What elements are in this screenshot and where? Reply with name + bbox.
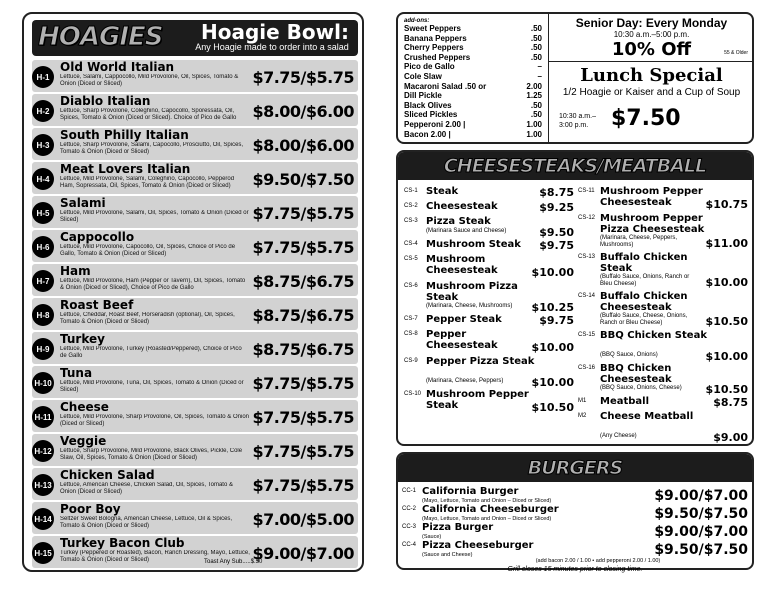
extra-price: 2.00: [526, 81, 542, 91]
hoagie-desc: Lettuce, Sharp Provolone, Salami, Capocollo, Prosciutto, Oil, Spices, Tomato & Onion (Diced or Sliced): [60, 142, 244, 155]
hoagie-desc: Lettuce, Mild Provolone, Capocollo, Oil, Spices, Choice of Pico de Gallo, Tomato & Onion (Diced or Sliced): [60, 244, 236, 257]
cheesesteak-price: $10.25: [531, 301, 574, 314]
cheesesteak-code: CS-16: [578, 365, 596, 371]
extra-name: Crushed Peppers: [404, 52, 471, 62]
cheesesteak-name: Meatball: [600, 396, 650, 407]
cheesesteak-name: Mushroom Cheesesteak: [426, 254, 498, 276]
hoagies-panel: [22, 12, 364, 572]
cheesesteak-item: [578, 252, 748, 288]
burger-name: Pizza Burger: [422, 522, 494, 533]
cheesesteak-name: BBQ Chicken Cheesesteak: [600, 363, 672, 385]
hoagie-item: [32, 298, 358, 330]
burger-price: $9.00/$7.00: [654, 524, 748, 540]
extra-name: Banana Peppers: [404, 33, 467, 43]
hoagie-item: [32, 162, 358, 194]
extra-name: Bacon 2.00 |: [404, 129, 451, 139]
hoagie-name: Cappocollo: [60, 230, 135, 244]
cheesesteak-code: CS-10: [404, 391, 422, 397]
cheesesteak-name: Cheesesteak: [426, 201, 498, 212]
hoagie-number: H-11: [32, 406, 54, 428]
cheesesteak-item: [404, 201, 574, 213]
cheesesteak-price: $8.75: [713, 396, 748, 409]
cheesesteak-item: [578, 411, 748, 444]
hoagie-price: $7.75/$5.75: [252, 374, 354, 393]
extra-name: Pico de Gallo: [404, 62, 455, 72]
cheesesteak-name: Buffalo Chicken Cheesesteak: [600, 291, 688, 313]
hoagies-logo: HOAGIES: [38, 22, 163, 52]
cheesesteak-item: [404, 314, 574, 326]
hoagie-item: [32, 536, 358, 568]
extra-item: [404, 72, 542, 82]
burger-desc: (Mayo, Lettuce, Tomato and Onion – Diced or Sliced): [422, 516, 552, 522]
burgers-banner-text: BURGERS: [527, 457, 623, 479]
burger-code: CC-3: [402, 524, 417, 530]
senior-hours: 10:30 a.m.–5:00 p.m.: [613, 30, 690, 39]
cheesesteak-desc: (Marinara, Cheese, Peppers, Mushrooms): [600, 235, 678, 248]
hoagie-item: [32, 468, 358, 500]
hoagie-number: H-13: [32, 474, 54, 496]
cheesesteak-name: Pepper Cheesesteak: [426, 329, 498, 351]
cheesesteak-desc: (Marinara, Cheese, Peppers): [426, 378, 504, 384]
extra-item: [404, 24, 542, 34]
extra-price: .50: [530, 43, 542, 53]
burger-name: Pizza Cheeseburger: [422, 540, 534, 551]
cheesesteak-code: CS-14: [578, 293, 596, 299]
cheesesteak-name: Mushroom Pizza Steak: [426, 281, 518, 303]
cheesesteak-item: [404, 186, 574, 198]
cheesesteak-item: [404, 239, 574, 251]
hoagie-price: $9.50/$7.50: [252, 170, 354, 189]
cheesesteak-name: Mushroom Pepper Cheesesteak: [600, 186, 703, 208]
hoagie-price: $7.75/$5.75: [252, 238, 354, 257]
extra-price: .50: [530, 33, 542, 43]
burger-price: $9.50/$7.50: [654, 542, 748, 558]
extra-name: Pepperoni 2.00 |: [404, 119, 466, 129]
cheesesteak-code: CS-3: [404, 218, 418, 224]
hoagie-name: Roast Beef: [60, 298, 134, 312]
hoagie-number: H-6: [32, 236, 54, 258]
burgers-box: [396, 452, 754, 570]
hoagie-price: $9.00/$7.00: [252, 544, 354, 563]
hoagie-item: [32, 502, 358, 534]
extra-price: .50: [530, 52, 542, 62]
hoagie-desc: Lettuce, American Cheese, Chicken Salad, Oil, Spices, Tomato & Onion (Diced or Sliced): [60, 482, 233, 495]
hoagie-price: $8.00/$6.00: [252, 136, 354, 155]
cheesesteak-code: CS-4: [404, 241, 418, 247]
hoagie-name: Salami: [60, 196, 106, 210]
cheesesteak-item: [578, 396, 748, 408]
burger-add-note: (add bacon 2.00 / 1.00 • add pepperoni 2.00 / 1.00): [535, 558, 661, 564]
burger-code: CC-1: [402, 488, 417, 494]
hoagie-price: $8.75/$6.75: [252, 272, 354, 291]
cheesesteak-item: [404, 389, 574, 413]
extra-price: .50: [530, 100, 542, 110]
burger-desc: (Sauce and Cheese): [422, 552, 473, 558]
cheesesteak-price: $10.50: [705, 315, 748, 328]
hoagie-item: [32, 434, 358, 466]
cheesesteak-name: Pizza Steak: [426, 216, 491, 227]
hoagie-number: H-10: [32, 372, 54, 394]
lunch-hours-start: 10:30 a.m.–: [559, 113, 596, 120]
hoagie-number: H-15: [32, 542, 54, 564]
cheesesteak-desc: (BBQ Sauce, Onions, Cheese): [600, 385, 682, 391]
extra-price: 1.00: [526, 119, 542, 129]
cheesesteak-desc: (Buffalo Sauce, Cheese, Onions, Ranch or Bleu Cheese): [600, 313, 688, 326]
cheesesteak-code: CS-11: [578, 188, 595, 194]
hoagie-desc: Lettuce, Salami, Cappocollo, Mild Provolone, Oil, Spices, Tomato & Onion (Diced or Sliced): [60, 74, 239, 87]
hoagie-name: Turkey Bacon Club: [60, 536, 185, 550]
cheesesteak-price: $9.50: [539, 226, 574, 239]
hoagie-desc: Lettuce, Mild Provolone, Turkey (Roasted/Peppered), Choice of Pico de Gallo: [60, 346, 242, 359]
extra-item: [404, 53, 542, 63]
senior-discount: 10% Off: [611, 39, 692, 60]
hoagie-price: $7.75/$5.75: [252, 442, 354, 461]
extra-item: [404, 62, 542, 72]
hoagie-desc: Lettuce, Mild Provolone, Ham (Pepper or Tavern), Oil, Spices, Tomato & Onion (Diced or Sliced), Choice of Pico de Gallo: [60, 278, 246, 291]
burger-price: $9.00/$7.00: [654, 488, 748, 504]
cheesesteak-name: Cheese Meatball: [600, 411, 694, 422]
cheesesteak-price: $9.00: [713, 431, 748, 444]
hoagie-item: [32, 230, 358, 262]
cheesesteak-price: $9.75: [539, 239, 574, 252]
cheesesteak-code: CS-8: [404, 331, 418, 337]
extra-price: –: [537, 62, 542, 72]
hoagie-name: Ham: [60, 264, 91, 278]
cheesesteak-code: CS-5: [404, 256, 418, 262]
lunch-hours-end: 3:00 p.m.: [559, 122, 589, 129]
extra-item: [404, 130, 542, 140]
cheesesteak-name: Mushroom Steak: [426, 239, 521, 250]
lunch-hours: [559, 112, 596, 130]
extra-price: –: [537, 71, 542, 81]
hoagie-item: [32, 332, 358, 364]
hoagie-number: H-3: [32, 134, 54, 156]
cheesesteak-name: Pepper Pizza Steak: [426, 356, 535, 367]
cheesesteak-desc: (Marinara Sauce and Cheese): [426, 228, 507, 234]
hoagie-price: $7.75/$5.75: [252, 408, 354, 427]
cheesesteak-code: CS-1: [404, 188, 418, 194]
burger-name: California Burger: [422, 486, 519, 497]
extras-box: [396, 12, 754, 144]
hoagie-price: $8.75/$6.75: [252, 340, 354, 359]
cheesesteak-name: Steak: [426, 186, 459, 197]
cheesesteak-price: $10.50: [705, 383, 748, 396]
extra-name: Cole Slaw: [404, 71, 442, 81]
hoagie-desc: Lettuce, Mild Provolone, Sharp Provolone, Oil, Spices, Tomato & Onion (Diced or Sliced): [60, 414, 249, 427]
burger-desc: (Mayo, Lettuce, Tomato and Onion – Diced or Sliced): [422, 498, 552, 504]
cheesesteak-item: [578, 363, 748, 396]
hoagie-item: [32, 196, 358, 228]
hoagie-number: H-1: [32, 66, 54, 88]
hoagie-item: [32, 94, 358, 126]
cheesesteak-name: Pepper Steak: [426, 314, 502, 325]
hoagie-item: [32, 400, 358, 432]
burgers-banner: [398, 454, 752, 482]
cheesesteak-desc: (Any Cheese): [600, 433, 637, 439]
extra-name: Dill Pickle: [404, 91, 442, 101]
lunch-price: $7.50: [611, 106, 681, 131]
hoagie-number: H-2: [32, 100, 54, 122]
extra-item: [404, 120, 542, 130]
cheesesteak-name: Buffalo Chicken Steak: [600, 252, 688, 274]
hoagie-item: [32, 60, 358, 92]
hoagie-number: H-12: [32, 440, 54, 462]
cheesesteak-price: $10.75: [705, 198, 748, 211]
hoagies-header: [32, 20, 358, 56]
senior-day: [548, 14, 754, 62]
extra-name: Macaroni Salad .50 or: [404, 81, 487, 91]
extra-price: .50: [530, 24, 542, 33]
hoagie-desc: Seltzer Sweet Bologna, American Cheese, Lettuce, Oil & Spices, Tomato & Onion (Diced or Sliced): [60, 516, 233, 529]
hoagie-number: H-4: [32, 168, 54, 190]
hoagie-desc: Lettuce, Cheddar, Roast Beef, Horseradish (optional), Oil, Spices, Tomato & Onion (Diced or Sliced): [60, 312, 235, 325]
cheesesteaks-banner-text: CHEESESTEAKS/MEATBALL: [443, 155, 707, 177]
hoagie-price: $7.00/$5.00: [252, 510, 354, 529]
cheesesteak-code: M1: [578, 398, 587, 404]
hoagie-desc: Lettuce, Mild Provolone, Tuna, Oil, Spices, Tomato & Onion (Diced or Sliced): [60, 380, 244, 393]
hoagie-name: Tuna: [60, 366, 93, 380]
toast-note: Toast Any Sub.....$.50: [204, 559, 263, 565]
cheesesteak-name: Mushroom Pepper Steak: [426, 389, 529, 411]
hoagie-name: Chicken Salad: [60, 468, 155, 482]
extra-price: 1.00: [526, 129, 542, 139]
hoagie-name: Poor Boy: [60, 502, 121, 516]
senior-title: Senior Day: Every Monday: [575, 16, 728, 30]
burger-name: California Cheeseburger: [422, 504, 559, 515]
cheesesteak-price: $10.00: [705, 276, 748, 289]
senior-age: 55 & Older: [724, 50, 748, 56]
cheesesteak-item: [404, 216, 574, 239]
cheesesteak-code: CS-13: [578, 254, 596, 260]
extra-price: .50: [530, 110, 542, 120]
grill-note: Grill closes 15 minutes prior to closing time.: [507, 566, 643, 573]
cheesesteaks-box: [396, 150, 754, 446]
lunch-desc: 1/2 Hoagie or Kaiser and a Cup of Soup: [562, 87, 741, 98]
right-panel: [396, 12, 754, 572]
cheesesteaks-banner: [398, 152, 752, 180]
cheesesteak-price: $11.00: [705, 237, 748, 250]
hoagie-name: Meat Lovers Italian: [60, 162, 191, 176]
hoagie-desc: Turkey (Peppered or Roasted), Bacon, Ranch Dressing, Mayo, Lettuce, Tomato & Onion (Diced or Sliced): [60, 550, 250, 563]
cheesesteak-code: CS-12: [578, 215, 596, 221]
hoagie-name: South Philly Italian: [60, 128, 189, 142]
hoagie-name: Cheese: [60, 400, 109, 414]
hoagie-number: H-14: [32, 508, 54, 530]
cheesesteak-code: CS-7: [404, 316, 418, 322]
cheesesteak-price: $10.00: [531, 266, 574, 279]
hoagie-price: $7.75/$5.75: [252, 476, 354, 495]
burger-code: CC-2: [402, 506, 417, 512]
extra-name: Sliced Pickles: [404, 110, 458, 120]
cheesesteak-price: $10.00: [531, 341, 574, 354]
cheesesteak-item: [404, 356, 574, 389]
cheesesteak-price: $10.00: [531, 376, 574, 389]
extra-name: Black Olives: [404, 100, 452, 110]
cheesesteak-price: $9.25: [539, 201, 574, 214]
cheesesteak-desc: (Marinara, Cheese, Mushrooms): [426, 303, 513, 309]
burger-price: $9.50/$7.50: [654, 506, 748, 522]
lunch-special: [548, 62, 754, 144]
hoagie-price: $8.00/$6.00: [252, 102, 354, 121]
hoagie-desc: Lettuce, Sharp Provolone, Coleghino, Capocollo, Sporessata, Oil, Spices, Tomato & Onion (Diced or Sliced). Choice of Pico de Gallo: [60, 108, 237, 121]
extras-list: [404, 18, 542, 139]
extra-item: [404, 43, 542, 53]
hoagie-name: Veggie: [60, 434, 107, 448]
hoagie-item: [32, 128, 358, 160]
extra-item: [404, 110, 542, 120]
hoagie-desc: Lettuce, Sharp Provolone, Mild Provolone, Black Olives, Pickle, Cole Slaw, Oil, Spices, Tomato & Onion (Diced or Sliced): [60, 448, 243, 461]
cheesesteak-desc: (Buffalo Sauce, Onions, Ranch or Bleu Cheese): [600, 274, 690, 287]
cheesesteak-code: M2: [578, 413, 587, 419]
cheesesteak-item: [404, 281, 574, 314]
hoagie-price: $8.75/$6.75: [252, 306, 354, 325]
hoagie-desc: Lettuce, Mild Provolone, Salami, Oil, Spices, Tomato & Onion (Diced or Sliced): [60, 210, 249, 223]
hoagie-item: [32, 264, 358, 296]
hoagie-price: $7.75/$5.75: [252, 204, 354, 223]
extra-name: Cherry Peppers: [404, 43, 464, 53]
extra-item: [404, 34, 542, 44]
cheesesteak-item: [578, 213, 748, 249]
cheesesteak-item: [404, 254, 574, 278]
hoagie-number: H-7: [32, 270, 54, 292]
cheesesteak-item: [578, 330, 748, 363]
extra-item: [404, 82, 542, 92]
cheesesteak-code: CS-9: [404, 358, 418, 364]
burger-code: CC-4: [402, 542, 417, 548]
cheesesteak-item: [578, 291, 748, 327]
cheesesteak-item: [578, 186, 748, 210]
cheesesteak-price: $8.75: [539, 186, 574, 199]
cheesesteak-desc: (BBQ Sauce, Onions): [600, 352, 658, 358]
lunch-title: Lunch Special: [580, 65, 723, 86]
hoagie-name: Old World Italian: [60, 60, 175, 74]
extras-title: add-ons:: [404, 18, 430, 24]
hoagie-bowl-title: Hoagie Bowl:: [201, 20, 349, 44]
hoagie-item: [32, 366, 358, 398]
cheesesteak-name: BBQ Chicken Steak: [600, 330, 707, 341]
hoagie-price: $7.75/$5.75: [252, 68, 354, 87]
cheesesteak-name: Mushroom Pepper Pizza Cheesesteak: [600, 213, 705, 235]
extra-item: [404, 91, 542, 101]
cheesesteak-code: CS-2: [404, 203, 418, 209]
hoagie-number: H-5: [32, 202, 54, 224]
cheesesteak-item: [404, 329, 574, 353]
cheesesteak-price: $9.75: [539, 314, 574, 327]
extra-name: Sweet Peppers: [404, 24, 461, 33]
extra-item: [404, 101, 542, 111]
hoagie-desc: Lettuce, Mild Provolone, Salami, Coleghino, Capocollo, Pepperod Ham, Sopressata, Oil, Spices, Tomato & Onion (Diced or Sliced): [60, 176, 235, 189]
cheesesteak-price: $10.50: [531, 401, 574, 414]
hoagie-number: H-8: [32, 304, 54, 326]
burger-desc: (Sauce): [422, 534, 442, 540]
hoagie-bowl-subtitle: Any Hoagie made to order into a salad: [195, 42, 349, 52]
cheesesteak-price: $10.00: [705, 350, 748, 363]
extra-price: 1.25: [526, 91, 542, 101]
hoagie-name: Turkey: [60, 332, 105, 346]
cheesesteak-code: CS-6: [404, 283, 418, 289]
cheesesteak-code: CS-15: [578, 332, 596, 338]
hoagie-name: Diablo Italian: [60, 94, 151, 108]
hoagie-number: H-9: [32, 338, 54, 360]
